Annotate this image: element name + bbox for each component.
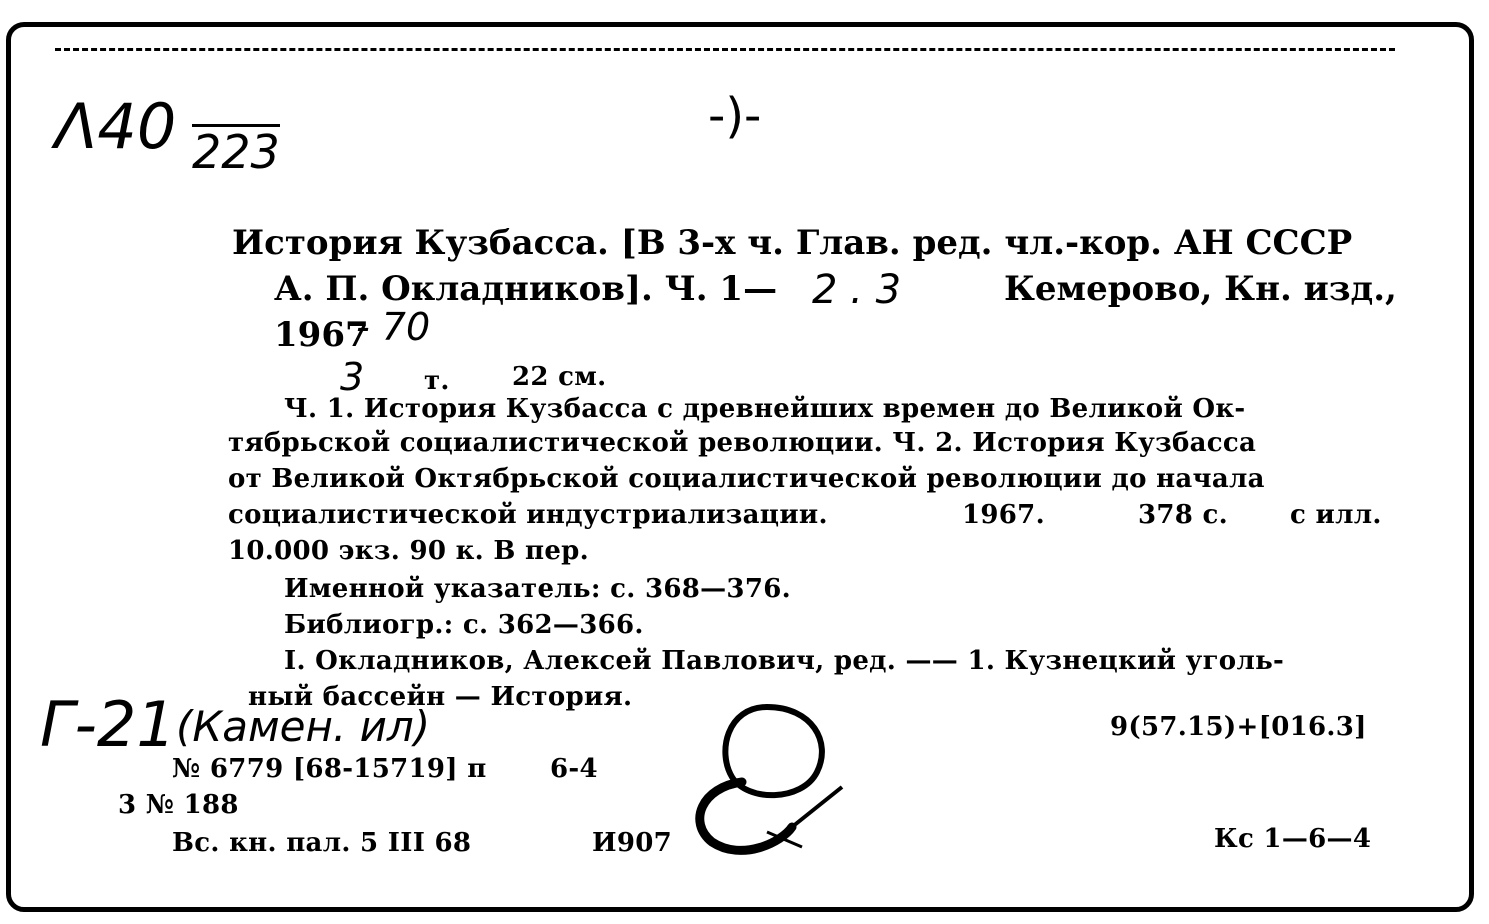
- volume-range-note: 2 . 3: [812, 267, 902, 313]
- classification: 9(57.15)+[016.3]: [1110, 712, 1367, 742]
- title-line-4: 1967: [274, 315, 369, 355]
- contents-line-5: 10.000 экз. 90 к. В пер.: [228, 536, 590, 566]
- title-line-1: История Кузбасса. [В 3-х ч. Глав. ред. чл.-кор. АН СССР: [232, 223, 1353, 263]
- year-range-note: - 70: [356, 305, 431, 349]
- contents-year: 1967.: [962, 500, 1045, 530]
- shelf-mark-sub: 223: [192, 125, 280, 179]
- size: 22 см.: [512, 362, 607, 392]
- contents-line-1: Ч. 1. История Кузбасса с древнейших времен до Великой Ок-: [284, 394, 1246, 424]
- price-code: 6-4: [550, 754, 598, 784]
- top-dotted-rule: [55, 48, 1395, 51]
- order-number: 3 № 188: [118, 790, 239, 820]
- printing-code: И907: [592, 828, 673, 858]
- book-chamber: Вс. кн. пал. 5 III 68: [172, 828, 472, 858]
- card-code: Кс 1—6—4: [1214, 824, 1372, 854]
- contents-illustrations: с илл.: [1290, 500, 1382, 530]
- title-line-2: А. П. Окладников]. Ч. 1—: [274, 269, 778, 309]
- index-note: Именной указатель: с. 368—376.: [284, 574, 791, 604]
- contents-line-4: социалистической индустриализации.: [228, 500, 828, 530]
- contents-line-3: от Великой Октябрьской социалистической революции до начала: [228, 464, 1265, 494]
- tracing-line-1: I. Окладников, Алексей Павлович, ред. —— 1. Кузнецкий уголь-: [284, 646, 1285, 676]
- contents-line-2: тябрьской социалистической революции. Ч. 2. История Кузбасса: [228, 428, 1257, 458]
- ink-stamp-mark: [672, 692, 862, 862]
- volumes-label: т.: [424, 366, 450, 396]
- class-mark: Г-21: [40, 688, 176, 761]
- tracing-line-2: ный бассейн — История.: [248, 682, 633, 712]
- bibliography-note: Библиогр.: с. 362—366.: [284, 610, 644, 640]
- title-line-3: Кемерово, Кн. изд.,: [1004, 269, 1397, 309]
- shelf-mark: Λ40: [55, 90, 177, 163]
- volumes-note: 3: [340, 355, 365, 399]
- page-mark: -)-: [708, 88, 762, 144]
- contents-pages: 378 с.: [1138, 500, 1229, 530]
- record-number: № 6779 [68-15719] п: [172, 754, 487, 784]
- location-note: (Камен. ил): [176, 702, 431, 751]
